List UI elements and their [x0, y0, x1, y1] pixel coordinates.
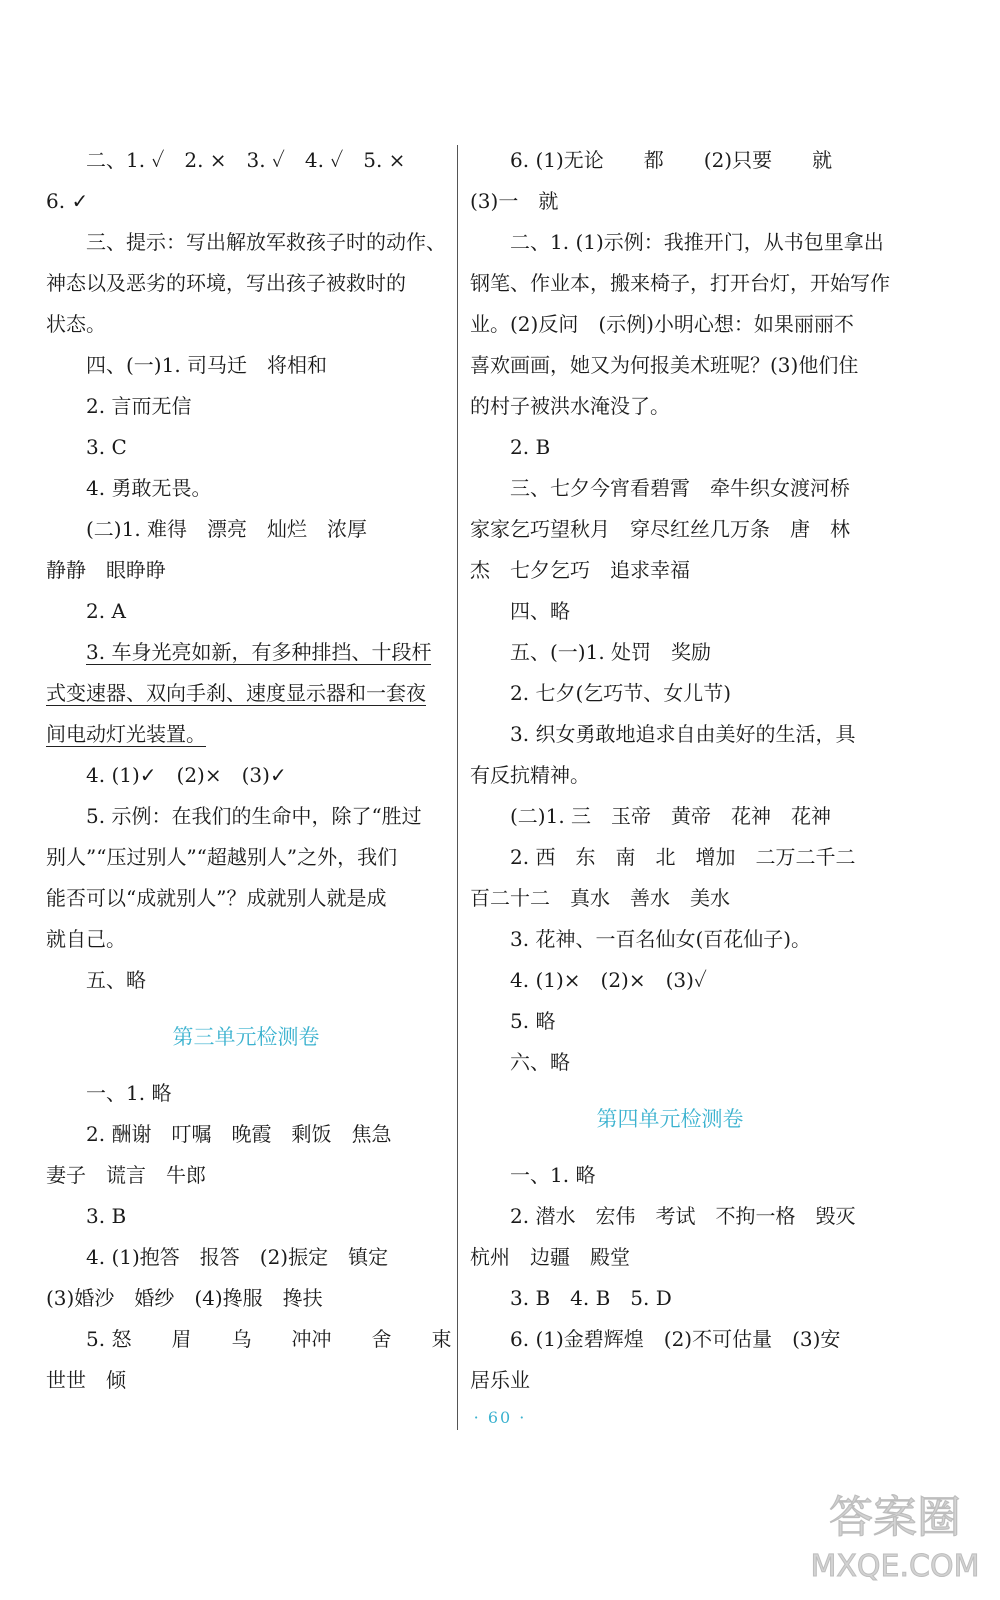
answer-line: 一、1. 略 — [510, 1163, 596, 1187]
answer-line: 5. 略 — [510, 1009, 556, 1033]
answer-line: 一、1. 略 — [86, 1081, 172, 1105]
left-column — [46, 140, 452, 1401]
answer-line: 四、(一)1. 司马迁 将相和 — [86, 353, 328, 377]
answer-line: 5. 示例：在我们的生命中，除了“胜过 — [86, 804, 422, 828]
answer-line: 静静 眼睁睁 — [46, 558, 166, 582]
underlined-text: 式变速器、双向手刹、速度显示器和一套夜 — [46, 681, 426, 705]
answer-line: 6. (1)金碧辉煌 (2)不可估量 (3)安 — [510, 1327, 841, 1351]
answer-line: 四、略 — [510, 599, 570, 623]
answer-line: 居乐业 — [470, 1368, 530, 1392]
answer-line: 杭州 边疆 殿堂 — [470, 1245, 630, 1269]
answer-line: 就自己。 — [46, 927, 126, 951]
answer-line: 能否可以“成就别人”？成就别人就是成 — [46, 886, 387, 910]
answer-line: 的村子被洪水淹没了。 — [470, 394, 670, 418]
answer-line: 三、七夕今宵看碧霄 牵牛织女渡河桥 — [510, 476, 850, 500]
answer-line: 2. 酬谢 叮嘱 晚霞 剩饭 焦急 — [86, 1122, 392, 1146]
answer-line: 二、1. (1)示例：我推开门，从书包里拿出 — [510, 230, 884, 254]
answer-line: 3. B 4. B 5. D — [510, 1286, 672, 1310]
answer-line: 百二十二 真水 善水 美水 — [470, 886, 730, 910]
section-heading: 第四单元检测卷 — [596, 1107, 744, 1131]
answer-line: 2. 七夕(乞巧节、女儿节) — [510, 681, 732, 705]
answer-line: 4. (1)抱答 报答 (2)振定 镇定 — [86, 1245, 389, 1269]
watermark-line1: 答案圈 — [829, 1492, 961, 1543]
answer-line: 2. B — [510, 435, 551, 459]
answer-line: 二、1. ✓ 2. × 3. ✓ 4. ✓ 5. × — [86, 148, 406, 172]
answer-line: 4. 勇敢无畏。 — [86, 476, 212, 500]
answer-line: (二)1. 三 玉帝 黄帝 花神 花神 — [510, 804, 832, 828]
answer-line — [46, 714, 446, 755]
watermark-line2: MXQE.COM — [810, 1549, 980, 1584]
answer-line: 三、提示：写出解放军救孩子时的动作、 — [86, 230, 446, 254]
answer-line: 妻子 谎言 牛郎 — [46, 1163, 206, 1187]
answer-line: (3)婚沙 婚纱 (4)搀服 搀扶 — [46, 1286, 323, 1310]
answer-line: 2. A — [86, 599, 126, 623]
underlined-text: 间电动灯光装置。 — [46, 722, 206, 746]
answer-line — [46, 632, 446, 673]
answer-line: 5. 怒 眉 乌 冲冲 舍 束 — [86, 1327, 452, 1351]
page-number: · 60 · — [473, 1408, 527, 1427]
answer-line: 业。(2)反问 (示例)小明心想：如果丽丽不 — [470, 312, 854, 336]
answer-line: 2. 言而无信 — [86, 394, 192, 418]
watermark-logo — [800, 1480, 990, 1590]
answer-line: 3. B — [86, 1204, 127, 1228]
answer-line: 4. (1)✓ (2)× (3)✓ — [86, 763, 287, 787]
answer-line: 五、略 — [86, 968, 146, 992]
answer-line: 状态。 — [46, 312, 106, 336]
answer-line: 2. 西 东 南 北 增加 二万二千二 — [510, 845, 856, 869]
answer-line: 神态以及恶劣的环境，写出孩子被救时的 — [46, 271, 406, 295]
answer-line: 别人”“压过别人”“超越别人”之外，我们 — [46, 845, 398, 869]
answer-line: 有反抗精神。 — [470, 763, 590, 787]
right-column — [470, 140, 890, 1401]
answer-line: (二)1. 难得 漂亮 灿烂 浓厚 — [86, 517, 368, 541]
underlined-text: 3. 车身光亮如新，有多种排挡、十段杆 — [86, 640, 432, 664]
answer-line: 钢笔、作业本，搬来椅子，打开台灯，开始写作 — [470, 271, 890, 295]
answer-line: 3. C — [86, 435, 127, 459]
section-heading: 第三单元检测卷 — [172, 1025, 320, 1049]
column-divider — [457, 145, 458, 1430]
answer-line: 3. 花神、一百名仙女(百花仙子)。 — [510, 927, 812, 951]
answer-line: 6. ✓ — [46, 189, 89, 213]
answer-line: 4. (1)× (2)× (3)✓ — [510, 968, 707, 992]
answer-line: 世世 倾 — [46, 1368, 126, 1392]
answer-line — [46, 673, 446, 714]
answer-line: 2. 潜水 宏伟 考试 不拘一格 毁灭 — [510, 1204, 856, 1228]
answer-line: 喜欢画画，她又为何报美术班呢？(3)他们住 — [470, 353, 859, 377]
answer-line: 五、(一)1. 处罚 奖励 — [510, 640, 712, 664]
answer-line: 6. (1)无论 都 (2)只要 就 — [510, 148, 833, 172]
answer-line: 杰 七夕乞巧 追求幸福 — [470, 558, 690, 582]
answer-line: 家家乞巧望秋月 穿尽红丝几万条 唐 林 — [470, 517, 850, 541]
answer-line: 3. 织女勇敢地追求自由美好的生活，具 — [510, 722, 856, 746]
answer-line: 六、略 — [510, 1050, 570, 1074]
answer-line: (3)一 就 — [470, 189, 559, 213]
